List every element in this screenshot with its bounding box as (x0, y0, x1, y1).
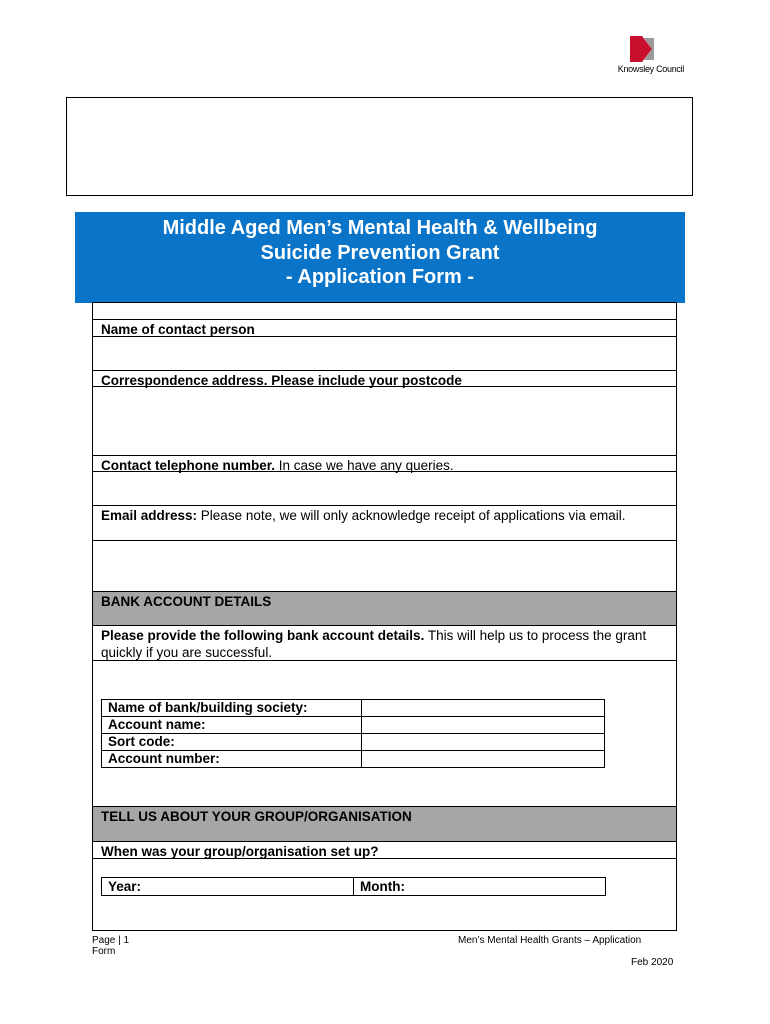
council-logo (604, 36, 684, 78)
account-name-label: Account name: (102, 717, 362, 734)
address-label-row (93, 370, 676, 386)
footer-date: Feb 2020 (631, 957, 674, 968)
bank-intro-row (93, 625, 676, 660)
reference-box[interactable] (66, 97, 693, 196)
email-label-bold: Email address: (101, 508, 198, 523)
phone-label-row (93, 455, 676, 471)
bank-section-heading (93, 591, 676, 625)
email-label-note: Please note, we will only acknowledge receipt of applications via email. (197, 508, 626, 523)
contact-person-label-row (93, 319, 676, 336)
month-field[interactable]: Month: (354, 878, 606, 896)
bank-intro-note: This will help us to process the grant quickly if you are successful. (101, 628, 647, 660)
title-line-2: Suicide Prevention Grant (260, 241, 500, 264)
account-number-label: Account number: (102, 751, 362, 768)
address-field[interactable] (93, 386, 676, 455)
bank-heading-text: BANK ACCOUNT DETAILS (101, 594, 272, 609)
title-banner (75, 212, 685, 303)
page-label: Page | 1 (92, 935, 130, 946)
application-form (92, 302, 677, 931)
bank-name-label: Name of bank/building society: (102, 700, 362, 717)
sort-code-label: Sort code: (102, 734, 362, 751)
bank-intro-bold: Please provide the following bank account details. (101, 628, 425, 643)
contact-person-label: Name of contact person (101, 322, 255, 337)
sort-code-input[interactable] (362, 734, 605, 751)
group-section-heading (93, 806, 676, 841)
phone-label-note: In case we have any queries. (275, 458, 454, 473)
phone-field[interactable] (93, 471, 676, 505)
page-number (92, 935, 129, 957)
account-number-input[interactable] (362, 751, 605, 768)
email-field[interactable] (93, 540, 676, 591)
table-row (102, 717, 605, 734)
table-row (102, 734, 605, 751)
bank-name-input[interactable] (362, 700, 605, 717)
setup-date-table (101, 877, 606, 896)
title-line-3: - Application Form - (285, 266, 475, 288)
setup-question-row (93, 841, 676, 858)
setup-question: When was your group/organisation set up? (101, 844, 379, 859)
form-spacer-row (93, 302, 676, 319)
table-row (102, 878, 606, 896)
table-row (102, 751, 605, 768)
account-name-input[interactable] (362, 717, 605, 734)
council-logo-icon (628, 36, 658, 64)
address-label: Correspondence address. Please include your postcode (101, 373, 462, 388)
contact-person-field[interactable] (93, 336, 676, 370)
logo-text: Knowsley Council (617, 64, 684, 74)
year-field[interactable]: Year: (102, 878, 354, 896)
page-label-form: Form (92, 946, 116, 957)
email-label-row (93, 505, 676, 540)
bank-details-table (101, 699, 605, 768)
table-row (102, 700, 605, 717)
phone-label-bold: Contact telephone number. (101, 458, 276, 473)
footer-doc-title: Men’s Mental Health Grants – Application (458, 935, 642, 946)
group-heading-text: TELL US ABOUT YOUR GROUP/ORGANISATION (101, 809, 412, 824)
title-line-1: Middle Aged Men’s Mental Health & Wellbeing (162, 217, 598, 239)
